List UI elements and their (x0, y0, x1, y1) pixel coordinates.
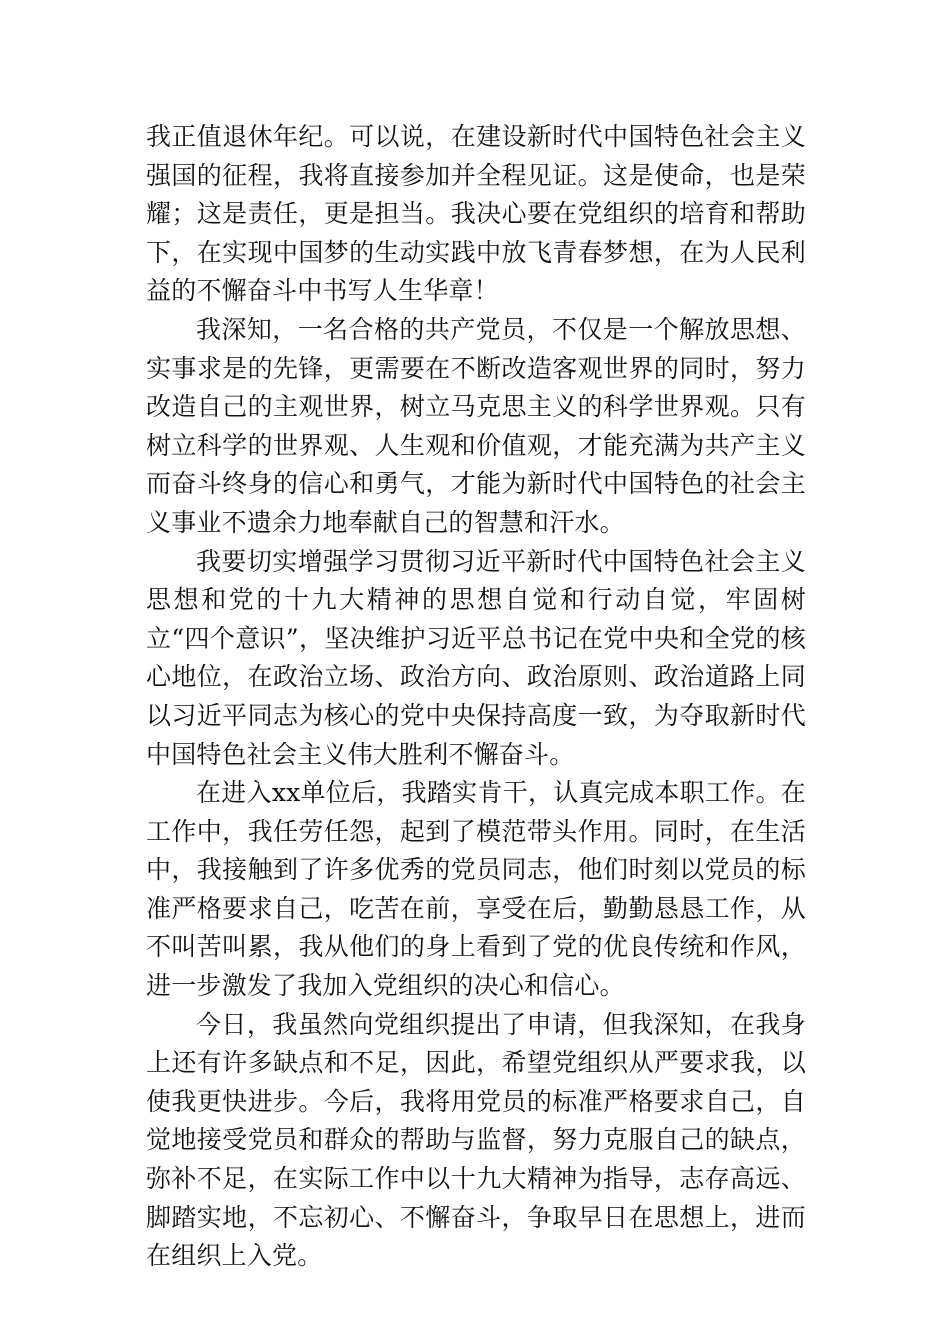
paragraph-5: 今日，我虽然向党组织提出了申请，但我深知，在我身上还有许多缺点和不足，因此，希望党组织从严要求我，以使我更快进步。今后，我将用党员的标准严格要求自己，自觉地接受党员和群众的帮助与监督，努力克服自己的缺点，弥补不足，在实际工作中以十九大精神为指导，志存高远、脚踏实地，不忘初心、不懈奋斗，争取早日在思想上，进而在组织上入党。 (146, 1009, 806, 1271)
paragraph-4: 在进入xx单位后，我踏实肯干，认真完成本职工作。在工作中，我任劳任怨，起到了模范带头作用。同时，在生活中，我接触到了许多优秀的党员同志，他们时刻以党员的标准严格要求自己，吃苦在前，享受在后，勤勤恳恳工作，从不叫苦叫累，我从他们的身上看到了党的优良传统和作风，进一步激发了我加入党组织的决心和信心。 (146, 778, 806, 1001)
document-body (146, 118, 806, 1276)
paragraph-1: 我正值退休年纪。可以说，在建设新时代中国特色社会主义强国的征程，我将直接参加并全程见证。这是使命，也是荣耀；这是责任，更是担当。我决心要在党组织的培育和帮助下，在实现中国梦的生动实践中放飞青春梦想，在为人民利益的不懈奋斗中书写人生华章！ (146, 122, 806, 306)
paragraph-3: 我要切实增强学习贯彻习近平新时代中国特色社会主义思想和党的十九大精神的思想自觉和行动自觉，牢固树立“四个意识”，坚决维护习近平总书记在党中央和全党的核心地位，在政治立场、政治方向、政治原则、政治道路上同以习近平同志为核心的党中央保持高度一致，为夺取新时代中国特色社会主义伟大胜利不懈奋斗。 (146, 546, 806, 769)
paragraph-2: 我深知，一名合格的共产党员，不仅是一个解放思想、实事求是的先锋，更需要在不断改造客观世界的同时，努力改造自己的主观世界，树立马克思主义的科学世界观。只有树立科学的世界观、人生观和价值观，才能充满为共产主义而奋斗终身的信心和勇气，才能为新时代中国特色的社会主义事业不遗余力地奉献自己的智慧和汗水。 (146, 314, 806, 537)
